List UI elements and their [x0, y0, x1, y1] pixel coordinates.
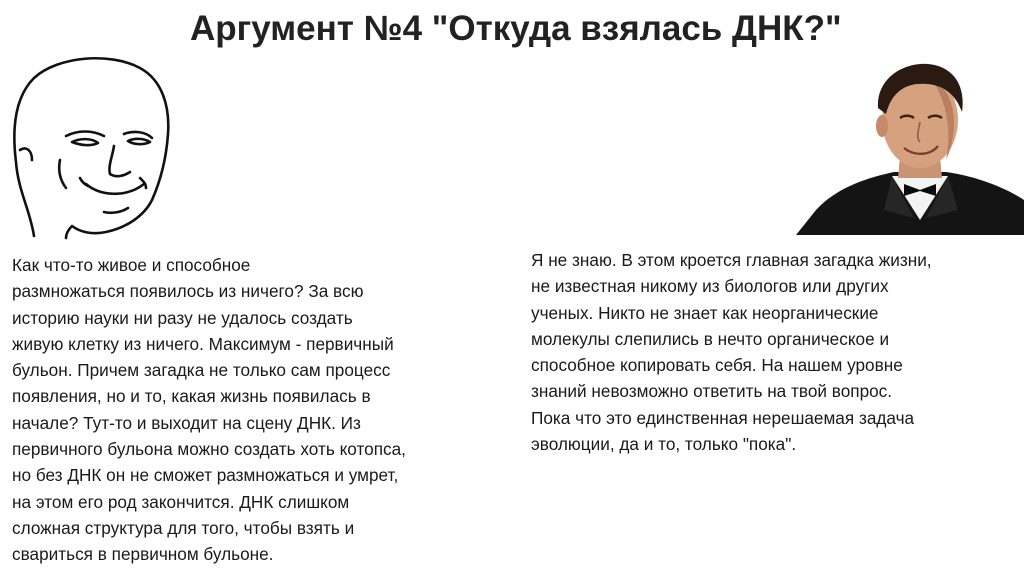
- text-line: знаний невозможно ответить на твой вопрос.: [531, 381, 893, 402]
- text-line: появления, но и то, какая жизнь появилась в: [12, 386, 371, 407]
- question-text: [12, 252, 482, 568]
- text-line: не известная никому из биологов или других: [531, 276, 889, 297]
- answer-text: [531, 247, 1011, 457]
- text-line: первичного бульона можно создать хоть котопса,: [12, 439, 406, 460]
- text-line: сложная структура для того, чтобы взять и: [12, 517, 355, 538]
- text-line: размножаться появилось из ничего? За всю: [12, 281, 364, 302]
- text-line: Как что-то живое и способное: [12, 255, 251, 275]
- text-line: начале? Тут-то и выходит на сцену ДНК. Из: [12, 412, 361, 433]
- text-line: ученых. Никто не знает как неорганические: [531, 302, 879, 323]
- text-line: но без ДНК он не сможет размножаться и умрет,: [12, 465, 399, 486]
- text-line: молекулы слепились в нечто органическое и: [531, 328, 890, 349]
- text-line: свариться в первичном бульоне.: [12, 544, 274, 565]
- text-line: способное копировать себя. На нашем уровне: [531, 355, 903, 376]
- text-line: историю науки ни разу не удалось создать: [12, 307, 353, 328]
- wojak-face-drawing: [0, 50, 190, 240]
- man-in-tuxedo-photo: [796, 60, 1024, 235]
- text-line: эволюции, да и то, только "пока".: [531, 434, 797, 455]
- text-line: живую клетку из ничего. Максимум - первичный: [12, 333, 394, 354]
- slide-title: Аргумент №4 "Откуда взялась ДНК?": [190, 9, 842, 48]
- text-line: Пока что это единственная нерешаемая задача: [531, 407, 915, 428]
- text-line: Я не знаю. В этом кроется главная загадка жизни,: [531, 250, 932, 270]
- text-line: бульон. Причем загадка не только сам процесс: [12, 360, 391, 381]
- text-line: на этом его род закончится. ДНК слишком: [12, 491, 350, 512]
